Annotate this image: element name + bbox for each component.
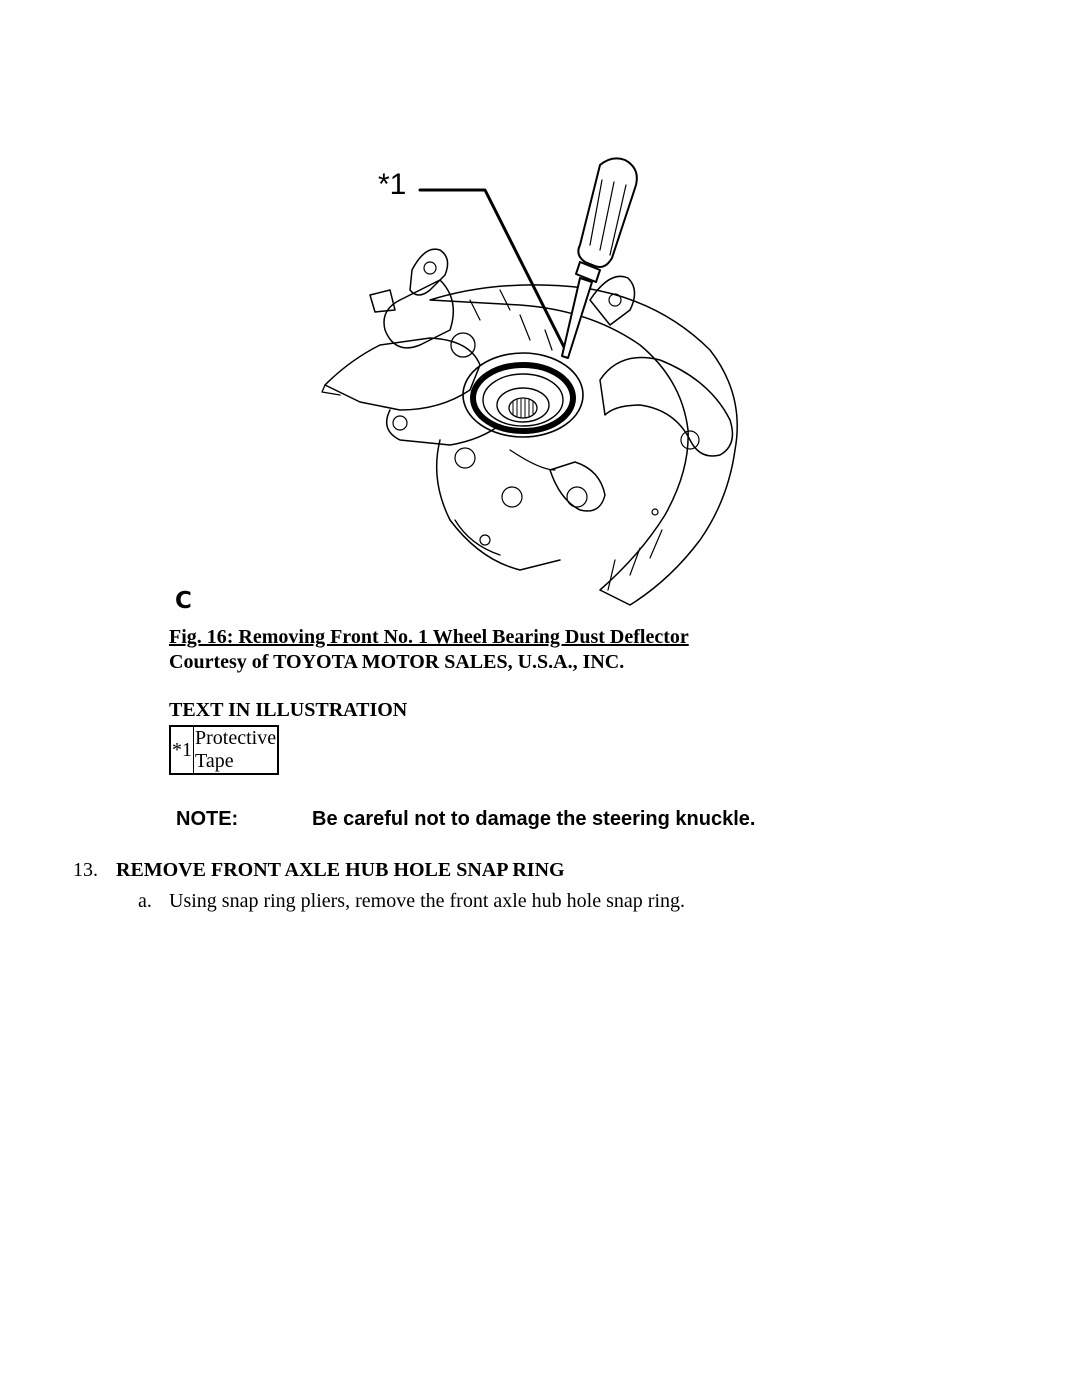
dust-shield [430,285,737,605]
figure-courtesy: Courtesy of TOYOTA MOTOR SALES, U.S.A., INC. [169,651,625,673]
step-title: REMOVE FRONT AXLE HUB HOLE SNAP RING [116,859,565,881]
legend-value [194,726,279,774]
illustration-legend-table [169,725,279,775]
knuckle-upper-arm [410,249,448,295]
screwdriver [562,158,637,358]
legend-row [170,726,278,774]
knuckle-illustration [318,150,748,615]
callout-leader-line [420,190,568,355]
callout-label: *1 [378,168,407,201]
legend-value-line1: Protective [195,727,277,749]
step-number: 13. [73,859,98,881]
substep-letter: a. [138,890,152,912]
legend-value-line2: Tape [195,750,234,772]
note-label: NOTE: [176,808,239,830]
figure-caption: Fig. 16: Removing Front No. 1 Wheel Bearing Dust Deflector [169,626,689,648]
note-text: Be careful not to damage the steering knuckle. [312,808,756,830]
legend-key: *1 [170,726,194,774]
figure-code: C [175,588,192,614]
illustration-text-heading: TEXT IN ILLUSTRATION [169,699,408,721]
substep-text: Using snap ring pliers, remove the front axle hub hole snap ring. [169,890,685,912]
